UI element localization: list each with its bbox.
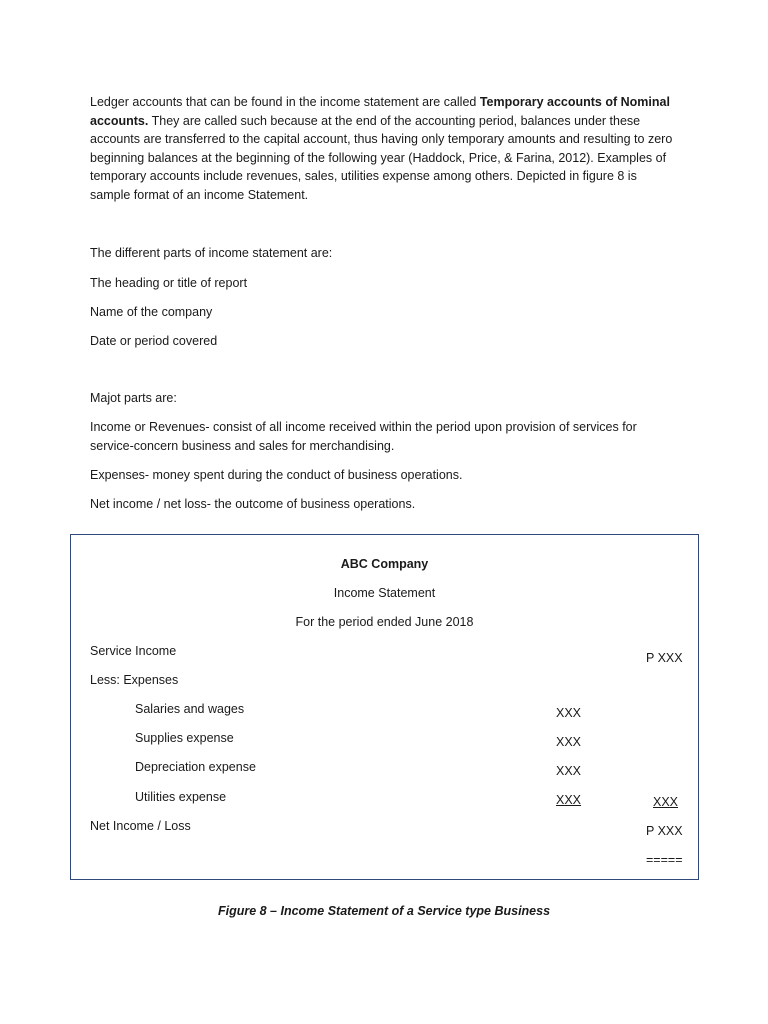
expense-value-utilities-text: XXX bbox=[556, 793, 582, 807]
figure-caption: Figure 8 – Income Statement of a Service type Business bbox=[217, 904, 551, 918]
major-parts-heading: Majot parts are: bbox=[90, 391, 177, 405]
parts-heading: The different parts of income statement are: bbox=[90, 246, 333, 260]
expense-label-utilities: Utilities expense bbox=[135, 790, 227, 804]
service-income-value: P XXX bbox=[646, 651, 683, 665]
expense-label-salaries: Salaries and wages bbox=[135, 702, 245, 716]
less-expenses-label: Less: Expenses bbox=[90, 673, 179, 687]
expense-value-supplies: XXX bbox=[556, 735, 582, 749]
expense-value-depreciation: XXX bbox=[556, 764, 582, 778]
net-income-value: P XXX bbox=[646, 824, 683, 838]
total-expenses-value-text: XXX bbox=[653, 795, 679, 809]
income-statement-box bbox=[70, 534, 699, 880]
statement-title: Income Statement bbox=[333, 586, 436, 600]
intro-text-part1: Ledger accounts that can be found in the income statement are called bbox=[90, 95, 480, 109]
statement-period: For the period ended June 2018 bbox=[295, 615, 474, 629]
parts-item-company-name: Name of the company bbox=[90, 305, 213, 319]
parts-item-heading-title: The heading or title of report bbox=[90, 276, 248, 290]
net-income-double-rule: ===== bbox=[646, 853, 683, 867]
major-part-income: Income or Revenues- consist of all income received within the period upon provision of services for service-concern business and sales for merchandising. bbox=[90, 420, 637, 453]
net-income-label: Net Income / Loss bbox=[90, 819, 191, 833]
parts-item-date-period: Date or period covered bbox=[90, 334, 218, 348]
intro-text-part2: They are called such because at the end of the accounting period, balances under these accounts are transferred to the capital account, thus having only temporary amounts and resulting to zero beginning balances at the beginning of the following year (Haddock, Price, & Farina, 2012). Examples of temporary accounts include revenues, sales, utilities expense among others. Depicted in figure 8 is sample format of an income Statement. bbox=[90, 113, 673, 202]
major-part-expenses: Expenses- money spent during the conduct of business operations. bbox=[90, 468, 463, 482]
service-income-label: Service Income bbox=[90, 644, 177, 658]
major-part-net-income: Net income / net loss- the outcome of business operations. bbox=[90, 497, 416, 511]
total-expenses-value bbox=[642, 793, 689, 812]
expense-value-salaries: XXX bbox=[556, 706, 582, 720]
expense-label-depreciation: Depreciation expense bbox=[135, 760, 256, 774]
expense-value-utilities bbox=[545, 791, 593, 810]
expense-label-supplies: Supplies expense bbox=[135, 731, 234, 745]
statement-company-name: ABC Company bbox=[340, 557, 429, 571]
intro-bold-term: Temporary accounts of Nominal accounts. bbox=[90, 95, 670, 128]
intro-paragraph bbox=[90, 93, 675, 205]
